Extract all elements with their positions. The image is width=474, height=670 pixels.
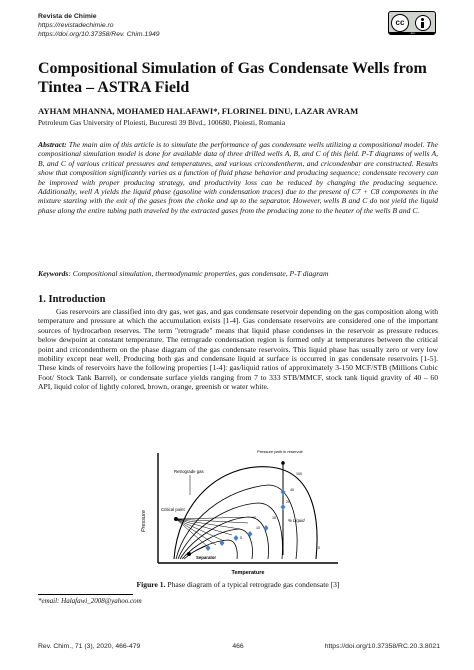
license-strip: BY: [389, 32, 436, 35]
journal-header: [38, 12, 160, 39]
keywords-label: Keywords: [38, 269, 69, 278]
cc-license-badge[interactable]: [388, 11, 436, 35]
critical-point-label: Critical point: [161, 507, 185, 512]
quality-label-20: 20: [286, 500, 290, 504]
section-heading-introduction: 1. Introduction: [38, 294, 106, 305]
separator-point: [187, 552, 191, 556]
introduction-paragraph: Gas reservoirs are classified into dry gas, wet gas, and gas condensate reservoir depending on the gas composition along with temperature and pressure at which the accumulation exists [1-4]. Gas condensate reservoirs are considered one of the important sources of hydrocarbon reserves. The term "retrograde" means that liquid phase condenses in the reservoir as pressure reduces below dewpoint at constant temperature. The retrograde condensation region is formed only at temperatures between the critical point and cricondentherm on the phase diagram of the gas condensate reservoirs. This liquid phase has usually zero or very low mobility except near well. Producing both gas and condensate liquid at surface is occurred in gas condensate reservoirs [1-5]. These kinds of reservoirs have the following properties [1-4]: gas/liquid ratios of approximately 3-150 MCF/STB (Millions Cubic Foot/ Stock Tank Barrel), or condensate surface yields ranging from 7 to 333 STB/MMCF, stock tank liquid gravity of 40 – 60 API, liquid color of lightly colored, brown, orange, greenish or water white.: [38, 307, 438, 392]
caption-text: Phase diagram of a typical retrograde gas condensate [3]: [165, 580, 340, 589]
x-axis-label: Temperature: [231, 570, 265, 576]
quality-value-labels: [240, 472, 320, 550]
separator-label: Separator: [196, 555, 217, 560]
caption-label: Figure 1.: [136, 580, 166, 589]
abstract: [38, 140, 438, 215]
abstract-text: The main aim of this article is to simulate the performance of gas condensate wells utilizing a compositional model. The compositional simulation model is done for available data of three drilled wells A, B, and C of this field. P-T diagrams of wells A, B, and C of various critical pressures and temperatures, and various cricondentherm, and cricondenbar are constructed. Results show that composition significantly varies as a function of fluid phase behavior and producing sequence; condensate recovery can be improved with proper producing strategy, and productivity loss can be reduced by changing the producing sequence. Additionally, well A yields the liquid phase (gasoline with condensation traces) due to the present of C7 + C8 components in the mixture starting with the exit of the gases from the choke and up to the separator. However, wells B and C do not yield the liquid phase along the entire tubing path traveled by the extracted gases from the producing zone to the heater of the wells B and C.: [38, 140, 438, 215]
quality-label-5: 5: [240, 536, 242, 540]
y-axis-label: Pressure: [141, 509, 147, 533]
journal-name: Revista de Chimie: [38, 13, 97, 20]
liquid-label: % Liquid: [288, 518, 305, 523]
footer-citation: Rev. Chim., 71 (3), 2020, 466-479: [38, 643, 141, 650]
paper-title: Compositional Simulation of Gas Condensate Wells from Tintea – ASTRA Field: [38, 60, 427, 96]
quality-label-10: 10: [256, 526, 260, 530]
quality-label-40: 40: [290, 488, 294, 492]
keywords: [38, 269, 438, 278]
phase-diagram-figure: [130, 449, 352, 579]
cc-icon: cc: [391, 14, 409, 32]
footer-doi-link[interactable]: https://doi.org/10.37358/RC.20.3.8021: [324, 643, 440, 650]
quality-label-100: 100: [296, 472, 302, 476]
introduction-body: [38, 307, 438, 392]
corresponding-email: *email: Halafawi_2008@yahoo.com: [38, 597, 142, 605]
attribution-icon: [415, 15, 431, 31]
footnote-rule: [38, 594, 133, 595]
journal-doi-url[interactable]: https://doi.org/10.37358/Rev. Chim.1949: [38, 31, 160, 38]
pressure-path-label: Pressure path in reservoir: [257, 449, 303, 454]
journal-url[interactable]: https://revistadechimie.ro: [38, 22, 114, 29]
author-list: AYHAM MHANNA, MOHAMED HALAFAWI*, FLORINEL DINU, LAZAR AVRAM: [38, 106, 359, 116]
phase-envelope-curve: [174, 467, 317, 559]
quality-line-15: [180, 517, 268, 559]
critical-point-marker: [174, 517, 178, 521]
pressure-path-start-point: [281, 461, 285, 465]
quality-label-15: 15: [272, 516, 276, 520]
figure-caption: [38, 580, 438, 589]
page-number: 466: [232, 643, 244, 650]
quality-label-0: 0: [318, 546, 320, 550]
affiliation: Petroleum Gas University of Ploiesti, Bucuresti 39 Blvd., 100680, Ploiesti, Romania: [38, 118, 286, 127]
quality-line-20: [178, 503, 282, 559]
abstract-label: Abstract:: [38, 140, 67, 149]
keywords-text: : Compositional simulation, thermodynamic properties, gas condensate, P-T diagram: [68, 269, 329, 278]
retrograde-gas-label: Retrograde gas: [174, 469, 204, 474]
